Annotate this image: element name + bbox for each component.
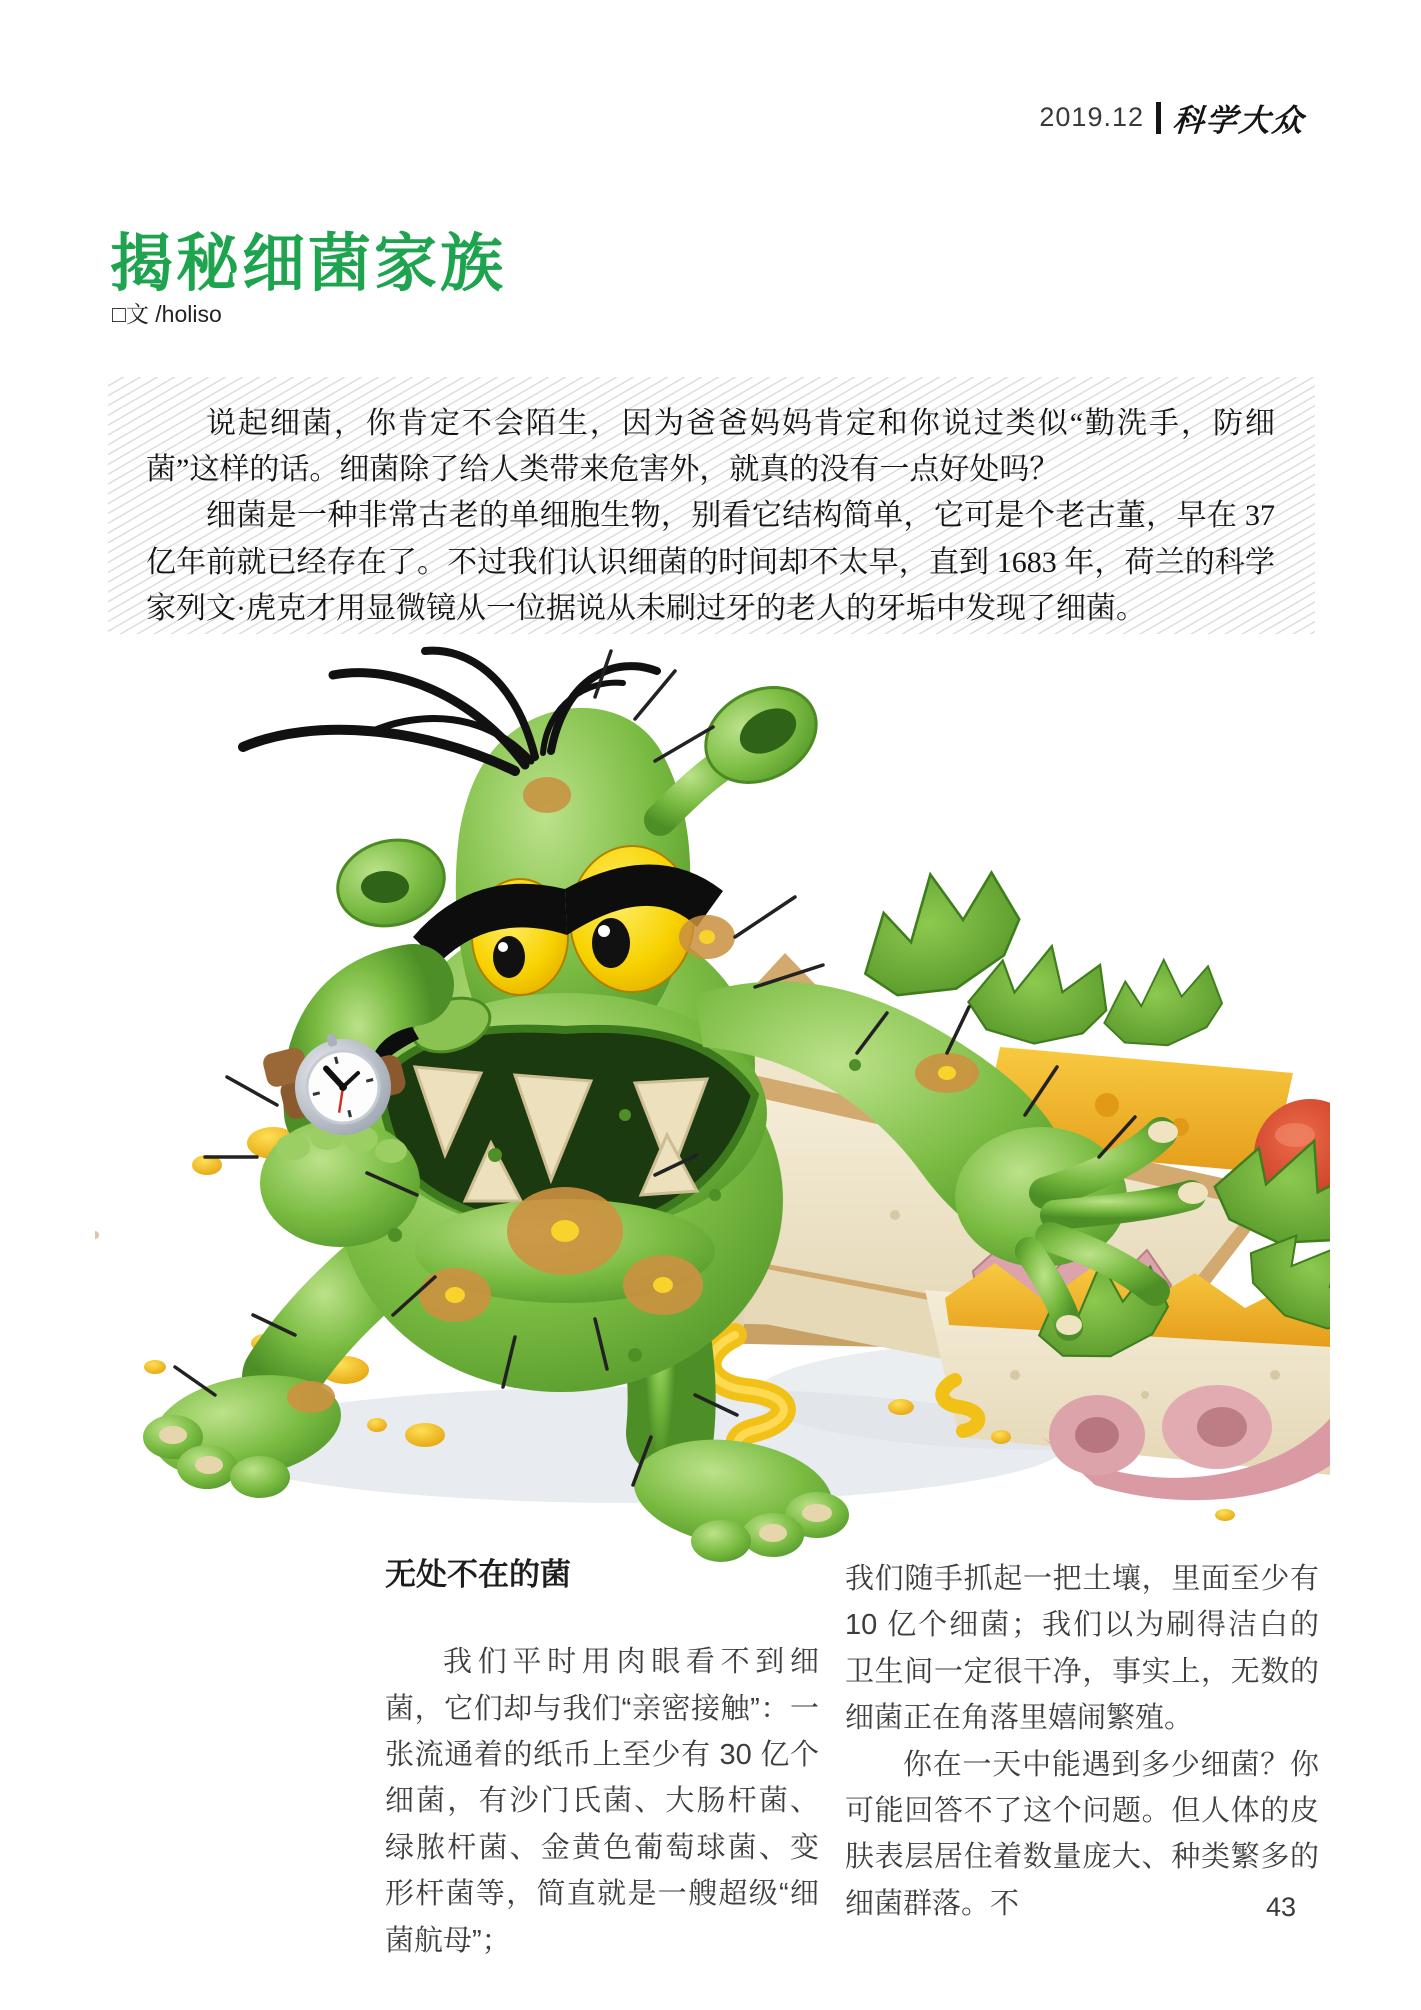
- page-number: 43: [1266, 1892, 1297, 1922]
- article-title: 揭秘细菌家族: [110, 229, 506, 300]
- intro-box: [108, 377, 1315, 634]
- body-paragraph: 我们随手抓起一把土壤，里面至少有 10 亿个细菌；我们以为刷得洁白的卫生间一定很干净，事实上，无数的细菌正在角落里嬉闹繁殖。: [845, 1563, 1319, 1735]
- column-left: [385, 1556, 819, 1964]
- byline: □文 /holiso: [112, 301, 222, 327]
- intro-paragraph: 细菌是一种非常古老的单细胞生物，别看它结构简单，它可是个老古董，早在 37 亿年前就已经存在了。不过我们认识细菌的时间却不太早，直到 1683 年，荷兰的科学家列文·虎克才用显微镜从一位据说从未刷过牙的老人的牙垢中发现了细菌。: [146, 499, 1275, 625]
- tomato-highlight: [1275, 1123, 1315, 1147]
- intro-paragraph: 说起细菌，你肯定不会陌生，因为爸爸妈妈肯定和你说过类似“勤洗手，防细菌”这样的话。细菌除了给人类带来危害外，就真的没有一点好处吗？: [146, 407, 1275, 487]
- issue-date: 2019.12: [1039, 102, 1144, 132]
- masthead-divider: [1156, 102, 1161, 134]
- body-paragraph: 我们平时用肉眼看不到细菌，它们却与我们“亲密接触”：一张流通着的纸币上至少有 30 亿个细菌，有沙门氏菌、大肠杆菌、绿脓杆菌、金黄色葡萄球菌、变形杆菌等，简直就是一艘超级“细菌航母”；: [385, 1646, 819, 1957]
- bacteria-monster-sandwich-illustration: [95, 635, 1330, 1565]
- body-paragraph: 你在一天中能遇到多少细菌？你可能回答不了这个问题。但人体的皮肤表层居住着数量庞大、种类繁多的细菌群落。不: [845, 1748, 1319, 1920]
- section-heading: 无处不在的菌: [385, 1557, 571, 1592]
- magazine-logo: 科学大众: [1171, 103, 1307, 138]
- column-right: [845, 1556, 1319, 1927]
- magazine-masthead: [1039, 95, 1305, 140]
